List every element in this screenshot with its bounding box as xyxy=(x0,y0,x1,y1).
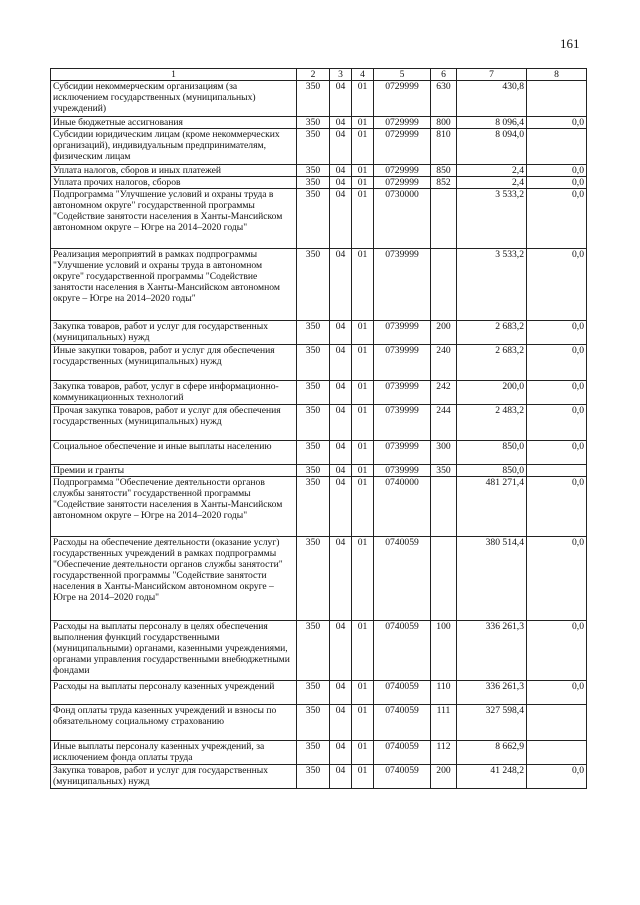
cell-amount-extra xyxy=(527,129,587,165)
cell-section: 04 xyxy=(330,249,352,321)
table-row xyxy=(51,345,587,381)
row-label: Социальное обеспечение и иные выплаты населению xyxy=(51,441,297,465)
cell-expense-type: 240 xyxy=(431,345,457,381)
cell-target-article: 0729999 xyxy=(374,129,431,165)
table-row xyxy=(51,81,587,117)
table-row xyxy=(51,681,587,705)
column-header: 7 xyxy=(457,69,527,81)
cell-amount-extra xyxy=(527,705,587,741)
cell-section: 04 xyxy=(330,441,352,465)
cell-section: 04 xyxy=(330,345,352,381)
table-row xyxy=(51,165,587,177)
cell-ministry-code: 350 xyxy=(297,741,330,765)
cell-expense-type: 810 xyxy=(431,129,457,165)
cell-amount-extra: 0,0 xyxy=(527,621,587,681)
row-label: Уплата налогов, сборов и иных платежей xyxy=(51,165,297,177)
cell-expense-type: 852 xyxy=(431,177,457,189)
cell-target-article: 0729999 xyxy=(374,165,431,177)
cell-target-article: 0740059 xyxy=(374,621,431,681)
cell-amount: 3 533,2 xyxy=(457,249,527,321)
cell-subsection: 01 xyxy=(352,345,374,381)
cell-section: 04 xyxy=(330,621,352,681)
cell-subsection: 01 xyxy=(352,477,374,537)
row-label: Уплата прочих налогов, сборов xyxy=(51,177,297,189)
cell-expense-type: 800 xyxy=(431,117,457,129)
row-label: Иные бюджетные ассигнования xyxy=(51,117,297,129)
column-header: 8 xyxy=(527,69,587,81)
cell-target-article: 0740059 xyxy=(374,537,431,621)
cell-subsection: 01 xyxy=(352,165,374,177)
cell-amount: 2,4 xyxy=(457,165,527,177)
cell-amount-extra: 0,0 xyxy=(527,405,587,441)
row-label: Прочая закупка товаров, работ и услуг для обеспечения государственных (муниципальных) нужд xyxy=(51,405,297,441)
table-row xyxy=(51,405,587,441)
cell-ministry-code: 350 xyxy=(297,681,330,705)
cell-ministry-code: 350 xyxy=(297,249,330,321)
cell-ministry-code: 350 xyxy=(297,165,330,177)
table-row xyxy=(51,741,587,765)
table-row xyxy=(51,249,587,321)
cell-expense-type: 200 xyxy=(431,765,457,789)
cell-subsection: 01 xyxy=(352,705,374,741)
table-row xyxy=(51,705,587,741)
cell-expense-type: 100 xyxy=(431,621,457,681)
cell-section: 04 xyxy=(330,765,352,789)
row-label: Субсидии некоммерческим организациям (за исключением государственных (муниципальных) учреждений) xyxy=(51,81,297,117)
cell-amount: 200,0 xyxy=(457,381,527,405)
cell-target-article: 0740000 xyxy=(374,477,431,537)
cell-expense-type xyxy=(431,537,457,621)
cell-section: 04 xyxy=(330,705,352,741)
cell-ministry-code: 350 xyxy=(297,345,330,381)
cell-amount-extra: 0,0 xyxy=(527,249,587,321)
cell-target-article: 0740059 xyxy=(374,765,431,789)
cell-target-article: 0740059 xyxy=(374,741,431,765)
cell-ministry-code: 350 xyxy=(297,441,330,465)
cell-amount: 41 248,2 xyxy=(457,765,527,789)
cell-ministry-code: 350 xyxy=(297,465,330,477)
row-label: Субсидии юридическим лицам (кроме некоммерческих организаций), индивидуальным предпринимателям, физическим лицам xyxy=(51,129,297,165)
cell-amount-extra: 0,0 xyxy=(527,165,587,177)
cell-subsection: 01 xyxy=(352,381,374,405)
cell-subsection: 01 xyxy=(352,621,374,681)
cell-amount: 481 271,4 xyxy=(457,477,527,537)
cell-ministry-code: 350 xyxy=(297,705,330,741)
cell-section: 04 xyxy=(330,381,352,405)
table-row xyxy=(51,765,587,789)
cell-expense-type: 630 xyxy=(431,81,457,117)
cell-amount-extra: 0,0 xyxy=(527,117,587,129)
cell-expense-type: 111 xyxy=(431,705,457,741)
cell-amount: 2 683,2 xyxy=(457,321,527,345)
cell-expense-type: 300 xyxy=(431,441,457,465)
cell-amount-extra xyxy=(527,741,587,765)
table-body xyxy=(51,81,587,789)
cell-amount: 327 598,4 xyxy=(457,705,527,741)
cell-amount: 2,4 xyxy=(457,177,527,189)
column-header: 2 xyxy=(297,69,330,81)
cell-amount-extra: 0,0 xyxy=(527,177,587,189)
table-row xyxy=(51,129,587,165)
cell-ministry-code: 350 xyxy=(297,117,330,129)
table-row xyxy=(51,189,587,249)
cell-subsection: 01 xyxy=(352,741,374,765)
cell-expense-type xyxy=(431,189,457,249)
cell-ministry-code: 350 xyxy=(297,537,330,621)
cell-amount-extra: 0,0 xyxy=(527,681,587,705)
cell-target-article: 0739999 xyxy=(374,405,431,441)
column-header: 1 xyxy=(51,69,297,81)
table-row xyxy=(51,321,587,345)
cell-target-article: 0740059 xyxy=(374,681,431,705)
row-label: Реализация мероприятий в рамках подпрограммы "Улучшение условий и охраны труда в автономном округе" государственной программы "Содействие занятости населения в Ханты-Мансийском автономном округе – Югре на 2014–2020 годы" xyxy=(51,249,297,321)
table-row xyxy=(51,441,587,465)
row-label: Расходы на выплаты персоналу в целях обеспечения выполнения функций государственными (муниципальными) органами, казенными учреждениями, органами управления государственными внебюджетными фондами xyxy=(51,621,297,681)
page-number: 161 xyxy=(560,36,580,51)
cell-amount: 430,8 xyxy=(457,81,527,117)
cell-section: 04 xyxy=(330,129,352,165)
cell-expense-type: 112 xyxy=(431,741,457,765)
cell-subsection: 01 xyxy=(352,249,374,321)
cell-target-article: 0739999 xyxy=(374,441,431,465)
cell-ministry-code: 350 xyxy=(297,477,330,537)
table-row xyxy=(51,621,587,681)
cell-amount-extra: 0,0 xyxy=(527,189,587,249)
cell-amount: 2 683,2 xyxy=(457,345,527,381)
cell-section: 04 xyxy=(330,477,352,537)
table-row xyxy=(51,117,587,129)
cell-subsection: 01 xyxy=(352,765,374,789)
cell-amount-extra: 0,0 xyxy=(527,441,587,465)
cell-ministry-code: 350 xyxy=(297,381,330,405)
row-label: Расходы на выплаты персоналу казенных учреждений xyxy=(51,681,297,705)
row-label: Иные выплаты персоналу казенных учреждений, за исключением фонда оплаты труда xyxy=(51,741,297,765)
column-header: 6 xyxy=(431,69,457,81)
table-row xyxy=(51,537,587,621)
cell-subsection: 01 xyxy=(352,441,374,465)
cell-amount-extra: 0,0 xyxy=(527,321,587,345)
table-row xyxy=(51,465,587,477)
cell-section: 04 xyxy=(330,465,352,477)
cell-ministry-code: 350 xyxy=(297,621,330,681)
cell-section: 04 xyxy=(330,165,352,177)
cell-section: 04 xyxy=(330,681,352,705)
cell-expense-type xyxy=(431,477,457,537)
cell-section: 04 xyxy=(330,537,352,621)
cell-subsection: 01 xyxy=(352,117,374,129)
cell-subsection: 01 xyxy=(352,129,374,165)
row-label: Закупка товаров, работ и услуг для государственных (муниципальных) нужд xyxy=(51,765,297,789)
cell-amount-extra: 0,0 xyxy=(527,345,587,381)
cell-amount: 380 514,4 xyxy=(457,537,527,621)
table-row xyxy=(51,381,587,405)
cell-expense-type: 200 xyxy=(431,321,457,345)
cell-ministry-code: 350 xyxy=(297,405,330,441)
cell-target-article: 0730000 xyxy=(374,189,431,249)
cell-amount: 850,0 xyxy=(457,441,527,465)
cell-target-article: 0739999 xyxy=(374,465,431,477)
cell-amount: 8 096,4 xyxy=(457,117,527,129)
cell-expense-type: 242 xyxy=(431,381,457,405)
row-label: Закупка товаров, работ, услуг в сфере информационно-коммуникационных технологий xyxy=(51,381,297,405)
cell-expense-type: 110 xyxy=(431,681,457,705)
cell-ministry-code: 350 xyxy=(297,81,330,117)
cell-amount: 336 261,3 xyxy=(457,681,527,705)
cell-ministry-code: 350 xyxy=(297,129,330,165)
cell-expense-type xyxy=(431,249,457,321)
cell-ministry-code: 350 xyxy=(297,189,330,249)
row-label: Иные закупки товаров, работ и услуг для обеспечения государственных (муниципальных) нужд xyxy=(51,345,297,381)
table-row xyxy=(51,177,587,189)
cell-section: 04 xyxy=(330,189,352,249)
table-row xyxy=(51,477,587,537)
cell-target-article: 0729999 xyxy=(374,117,431,129)
cell-amount-extra xyxy=(527,81,587,117)
cell-target-article: 0729999 xyxy=(374,81,431,117)
cell-section: 04 xyxy=(330,81,352,117)
cell-ministry-code: 350 xyxy=(297,321,330,345)
table-header-row xyxy=(51,69,587,81)
column-header: 3 xyxy=(330,69,352,81)
cell-subsection: 01 xyxy=(352,321,374,345)
cell-section: 04 xyxy=(330,117,352,129)
cell-ministry-code: 350 xyxy=(297,765,330,789)
budget-table xyxy=(50,68,587,789)
cell-target-article: 0739999 xyxy=(374,249,431,321)
cell-expense-type: 244 xyxy=(431,405,457,441)
cell-subsection: 01 xyxy=(352,537,374,621)
cell-target-article: 0740059 xyxy=(374,705,431,741)
cell-amount: 3 533,2 xyxy=(457,189,527,249)
cell-target-article: 0739999 xyxy=(374,321,431,345)
cell-subsection: 01 xyxy=(352,189,374,249)
row-label: Фонд оплаты труда казенных учреждений и взносы по обязательному социальному страхованию xyxy=(51,705,297,741)
cell-amount-extra: 0,0 xyxy=(527,537,587,621)
cell-amount-extra xyxy=(527,465,587,477)
cell-target-article: 0739999 xyxy=(374,345,431,381)
row-label: Премии и гранты xyxy=(51,465,297,477)
column-header: 4 xyxy=(352,69,374,81)
cell-ministry-code: 350 xyxy=(297,177,330,189)
cell-section: 04 xyxy=(330,405,352,441)
cell-amount-extra: 0,0 xyxy=(527,477,587,537)
cell-amount-extra: 0,0 xyxy=(527,381,587,405)
cell-section: 04 xyxy=(330,177,352,189)
cell-subsection: 01 xyxy=(352,177,374,189)
cell-amount: 8 662,9 xyxy=(457,741,527,765)
row-label: Закупка товаров, работ и услуг для государственных (муниципальных) нужд xyxy=(51,321,297,345)
row-label: Расходы на обеспечение деятельности (оказание услуг) государственных учреждений в рамках подпрограммы "Обеспечение деятельности органов службы занятости" государственной программы "Содействие занятости населения в Ханты-Мансийском автономном округе – Югре на 2014–2020 годы" xyxy=(51,537,297,621)
cell-amount: 850,0 xyxy=(457,465,527,477)
row-label: Подпрограмма "Обеспечение деятельности органов службы занятости" государственной программы "Содействие занятости населения в Ханты-Мансийском автономном округе – Югре на 2014–2020 годы" xyxy=(51,477,297,537)
cell-subsection: 01 xyxy=(352,681,374,705)
cell-expense-type: 850 xyxy=(431,165,457,177)
cell-amount: 336 261,3 xyxy=(457,621,527,681)
cell-amount: 8 094,0 xyxy=(457,129,527,165)
cell-target-article: 0729999 xyxy=(374,177,431,189)
cell-subsection: 01 xyxy=(352,465,374,477)
cell-section: 04 xyxy=(330,321,352,345)
cell-section: 04 xyxy=(330,741,352,765)
cell-expense-type: 350 xyxy=(431,465,457,477)
cell-amount: 2 483,2 xyxy=(457,405,527,441)
row-label: Подпрограмма "Улучшение условий и охраны труда в автономном округе" государственной программы "Содействие занятости населения в Ханты-Мансийском автономном округе – Югре на 2014–2020 годы" xyxy=(51,189,297,249)
cell-subsection: 01 xyxy=(352,81,374,117)
cell-target-article: 0739999 xyxy=(374,381,431,405)
cell-amount-extra: 0,0 xyxy=(527,765,587,789)
column-header: 5 xyxy=(374,69,431,81)
cell-subsection: 01 xyxy=(352,405,374,441)
